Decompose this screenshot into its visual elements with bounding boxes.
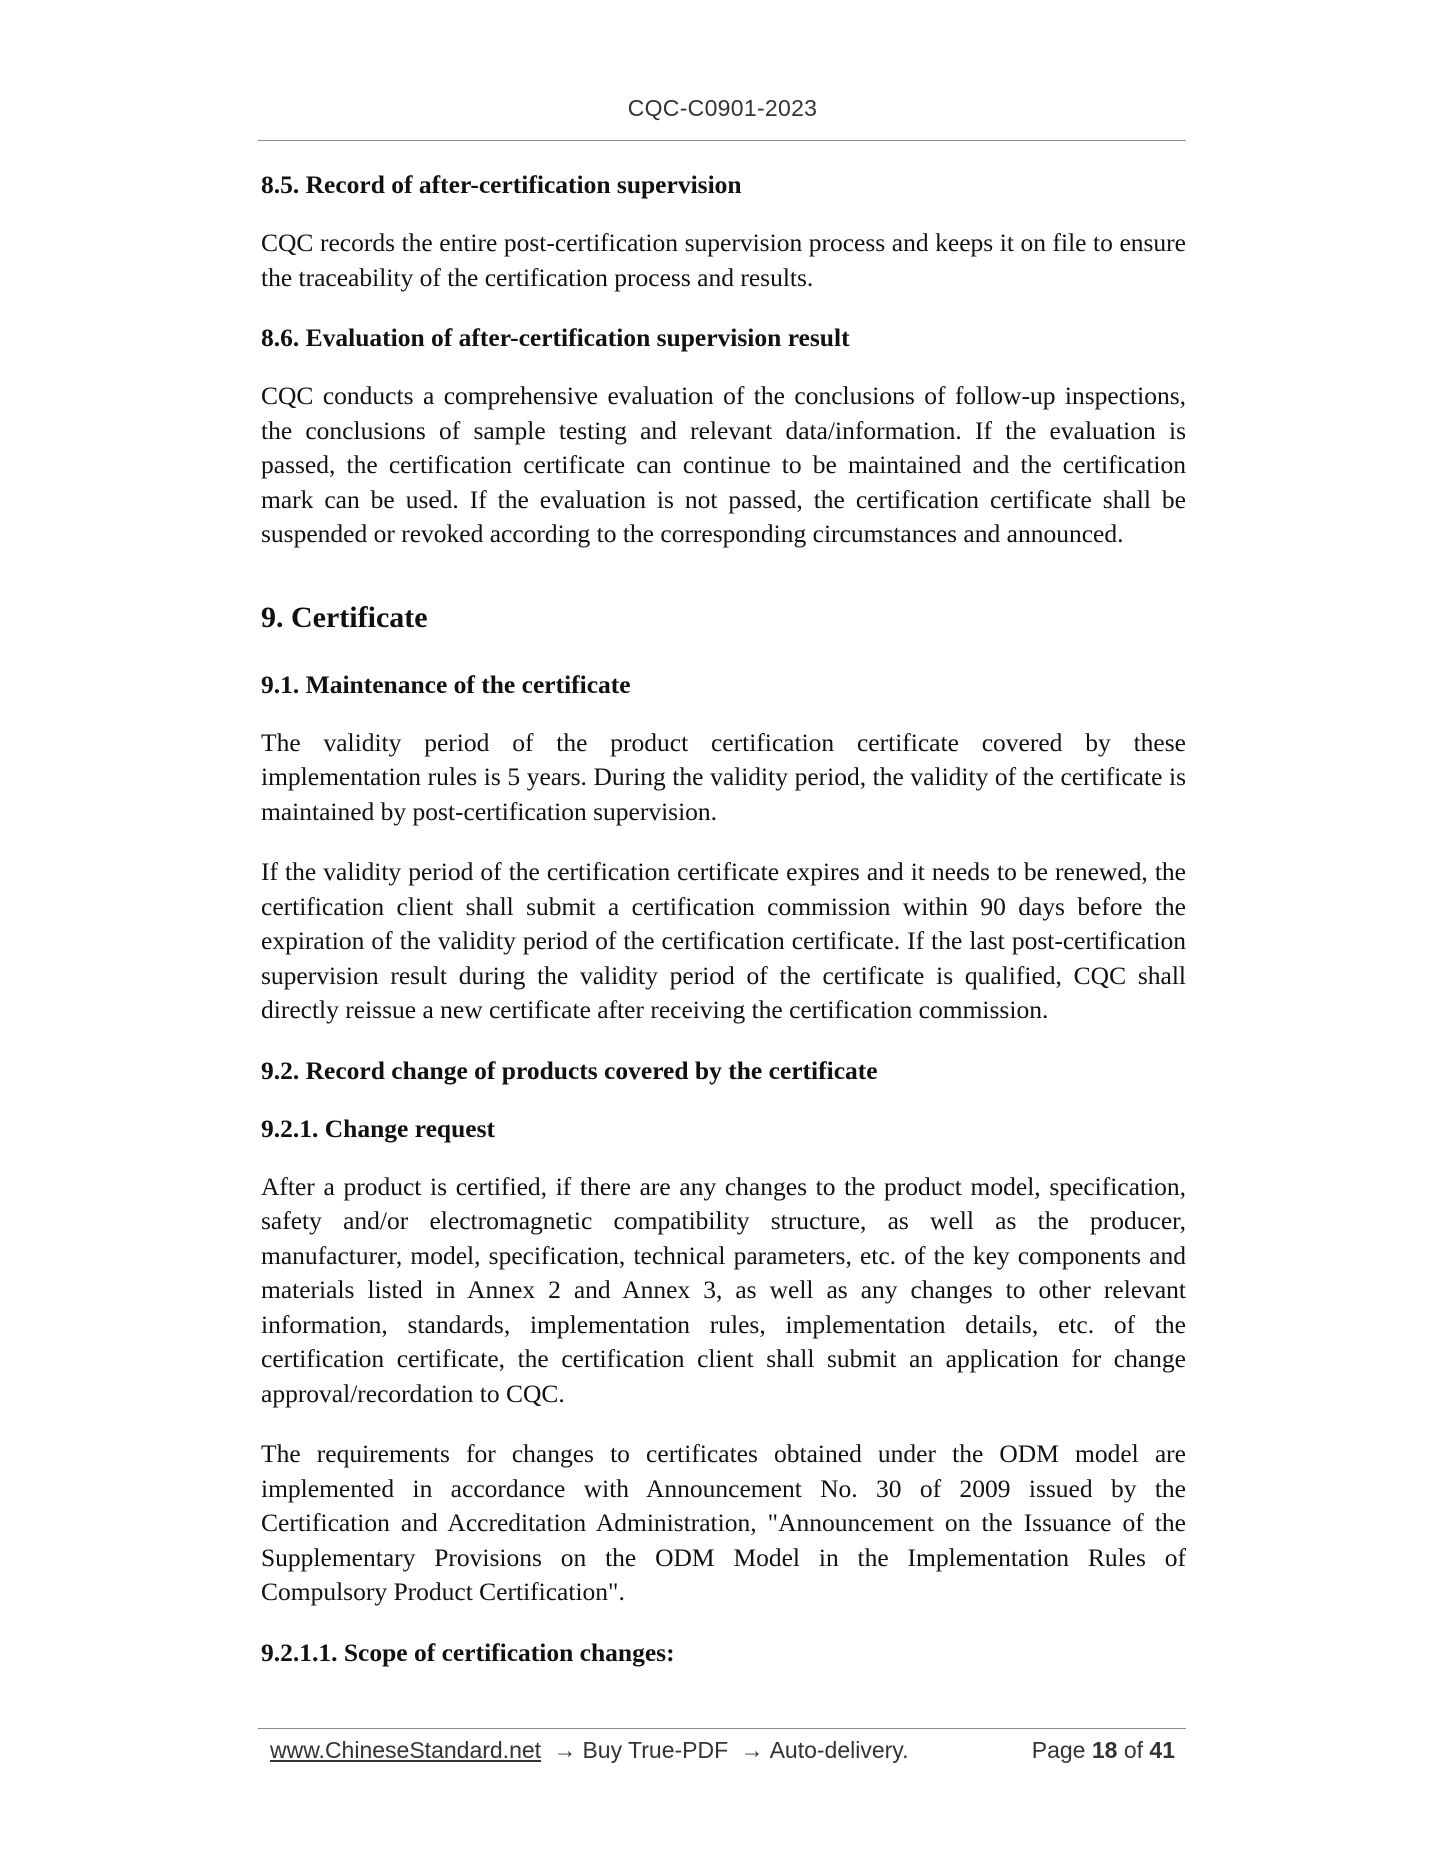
paragraph-9-2-1-odm: The requirements for changes to certificates obtained under the ODM model are implemented in accordance with Announcement No. 30 of 2009 issued by the Certification and Accreditation Administration, "Announcement on the Issuance of the Supplementary Provisions on the ODM Model in the Implementation Rules of Compulsory Product Certification". [261, 1439, 1186, 1606]
page-indicator [1032, 1737, 1175, 1764]
paragraph-8-6: CQC conducts a comprehensive evaluation of the conclusions of follow-up inspections, the conclusions of sample testing and relevant data/information. If the evaluation is passed, the certification certificate can continue to be maintained and the certification mark can be used. If the evaluation is not passed, the certification certificate shall be suspended or revoked according to the corresponding circumstances and announced. [261, 381, 1186, 548]
heading-9-2-1-1: 9.2.1.1. Scope of certification changes: [261, 1637, 675, 1667]
heading-8-6: 8.6. Evaluation of after-certification supervision result [261, 323, 850, 352]
header-divider [258, 140, 1186, 141]
document-code-header: CQC-C0901-2023 [627, 95, 818, 121]
paragraph-9-1-renewal: If the validity period of the certification certificate expires and it needs to be renewed, the certification client shall submit a certification commission within 90 days before the expiration of the validity period of the certification certificate. If the last post-certification supervision result during the validity period of the certificate is qualified, CQC shall directly reissue a new certificate after receiving the certification commission. [261, 857, 1186, 1024]
auto-delivery-text: Auto-delivery. [769, 1737, 909, 1763]
page-body [261, 168, 1186, 1694]
heading-9-2: 9.2. Record change of products covered by the certificate [261, 1055, 878, 1085]
page-total: 41 [1149, 1737, 1175, 1763]
heading-9-2-1: 9.2.1. Change request [261, 1113, 495, 1143]
heading-9: 9. Certificate [261, 600, 428, 634]
of-word: of [1123, 1737, 1144, 1763]
paragraph-8-5: CQC records the entire post-certification supervision process and keeps it on file to ensure the traceability of the certification process and results. [261, 228, 1186, 292]
paragraph-9-2-1-change: After a product is certified, if there are any changes to the product model, specification, safety and/or electromagnetic compatibility structure, as well as the producer, manufacturer, model, specification, technical parameters, etc. of the key components and materials listed in Annex 2 and Annex 3, as well as any changes to other relevant information, standards, implementation rules, implementation details, etc. of the certification certificate, the certification client shall submit an application for change approval/recordation to CQC. [261, 1171, 1186, 1408]
arrow-icon: → [740, 1737, 764, 1763]
page-number: 18 [1091, 1737, 1118, 1763]
heading-8-5: 8.5. Record of after-certification supervision [261, 170, 742, 199]
arrow-icon: → [553, 1737, 577, 1763]
buy-pdf-text: Buy True-PDF [582, 1737, 729, 1763]
page-word: Page [1031, 1737, 1086, 1763]
heading-9-1: 9.1. Maintenance of the certificate [261, 669, 631, 699]
page-footer [270, 1737, 1175, 1764]
paragraph-9-1-validity: The validity period of the product certification certificate covered by these implementation rules is 5 years. During the validity period, the validity of the certificate is maintained by post-certification supervision. [261, 727, 1186, 826]
website-link[interactable]: www.ChineseStandard.net [270, 1737, 542, 1763]
footer-divider [258, 1728, 1186, 1729]
